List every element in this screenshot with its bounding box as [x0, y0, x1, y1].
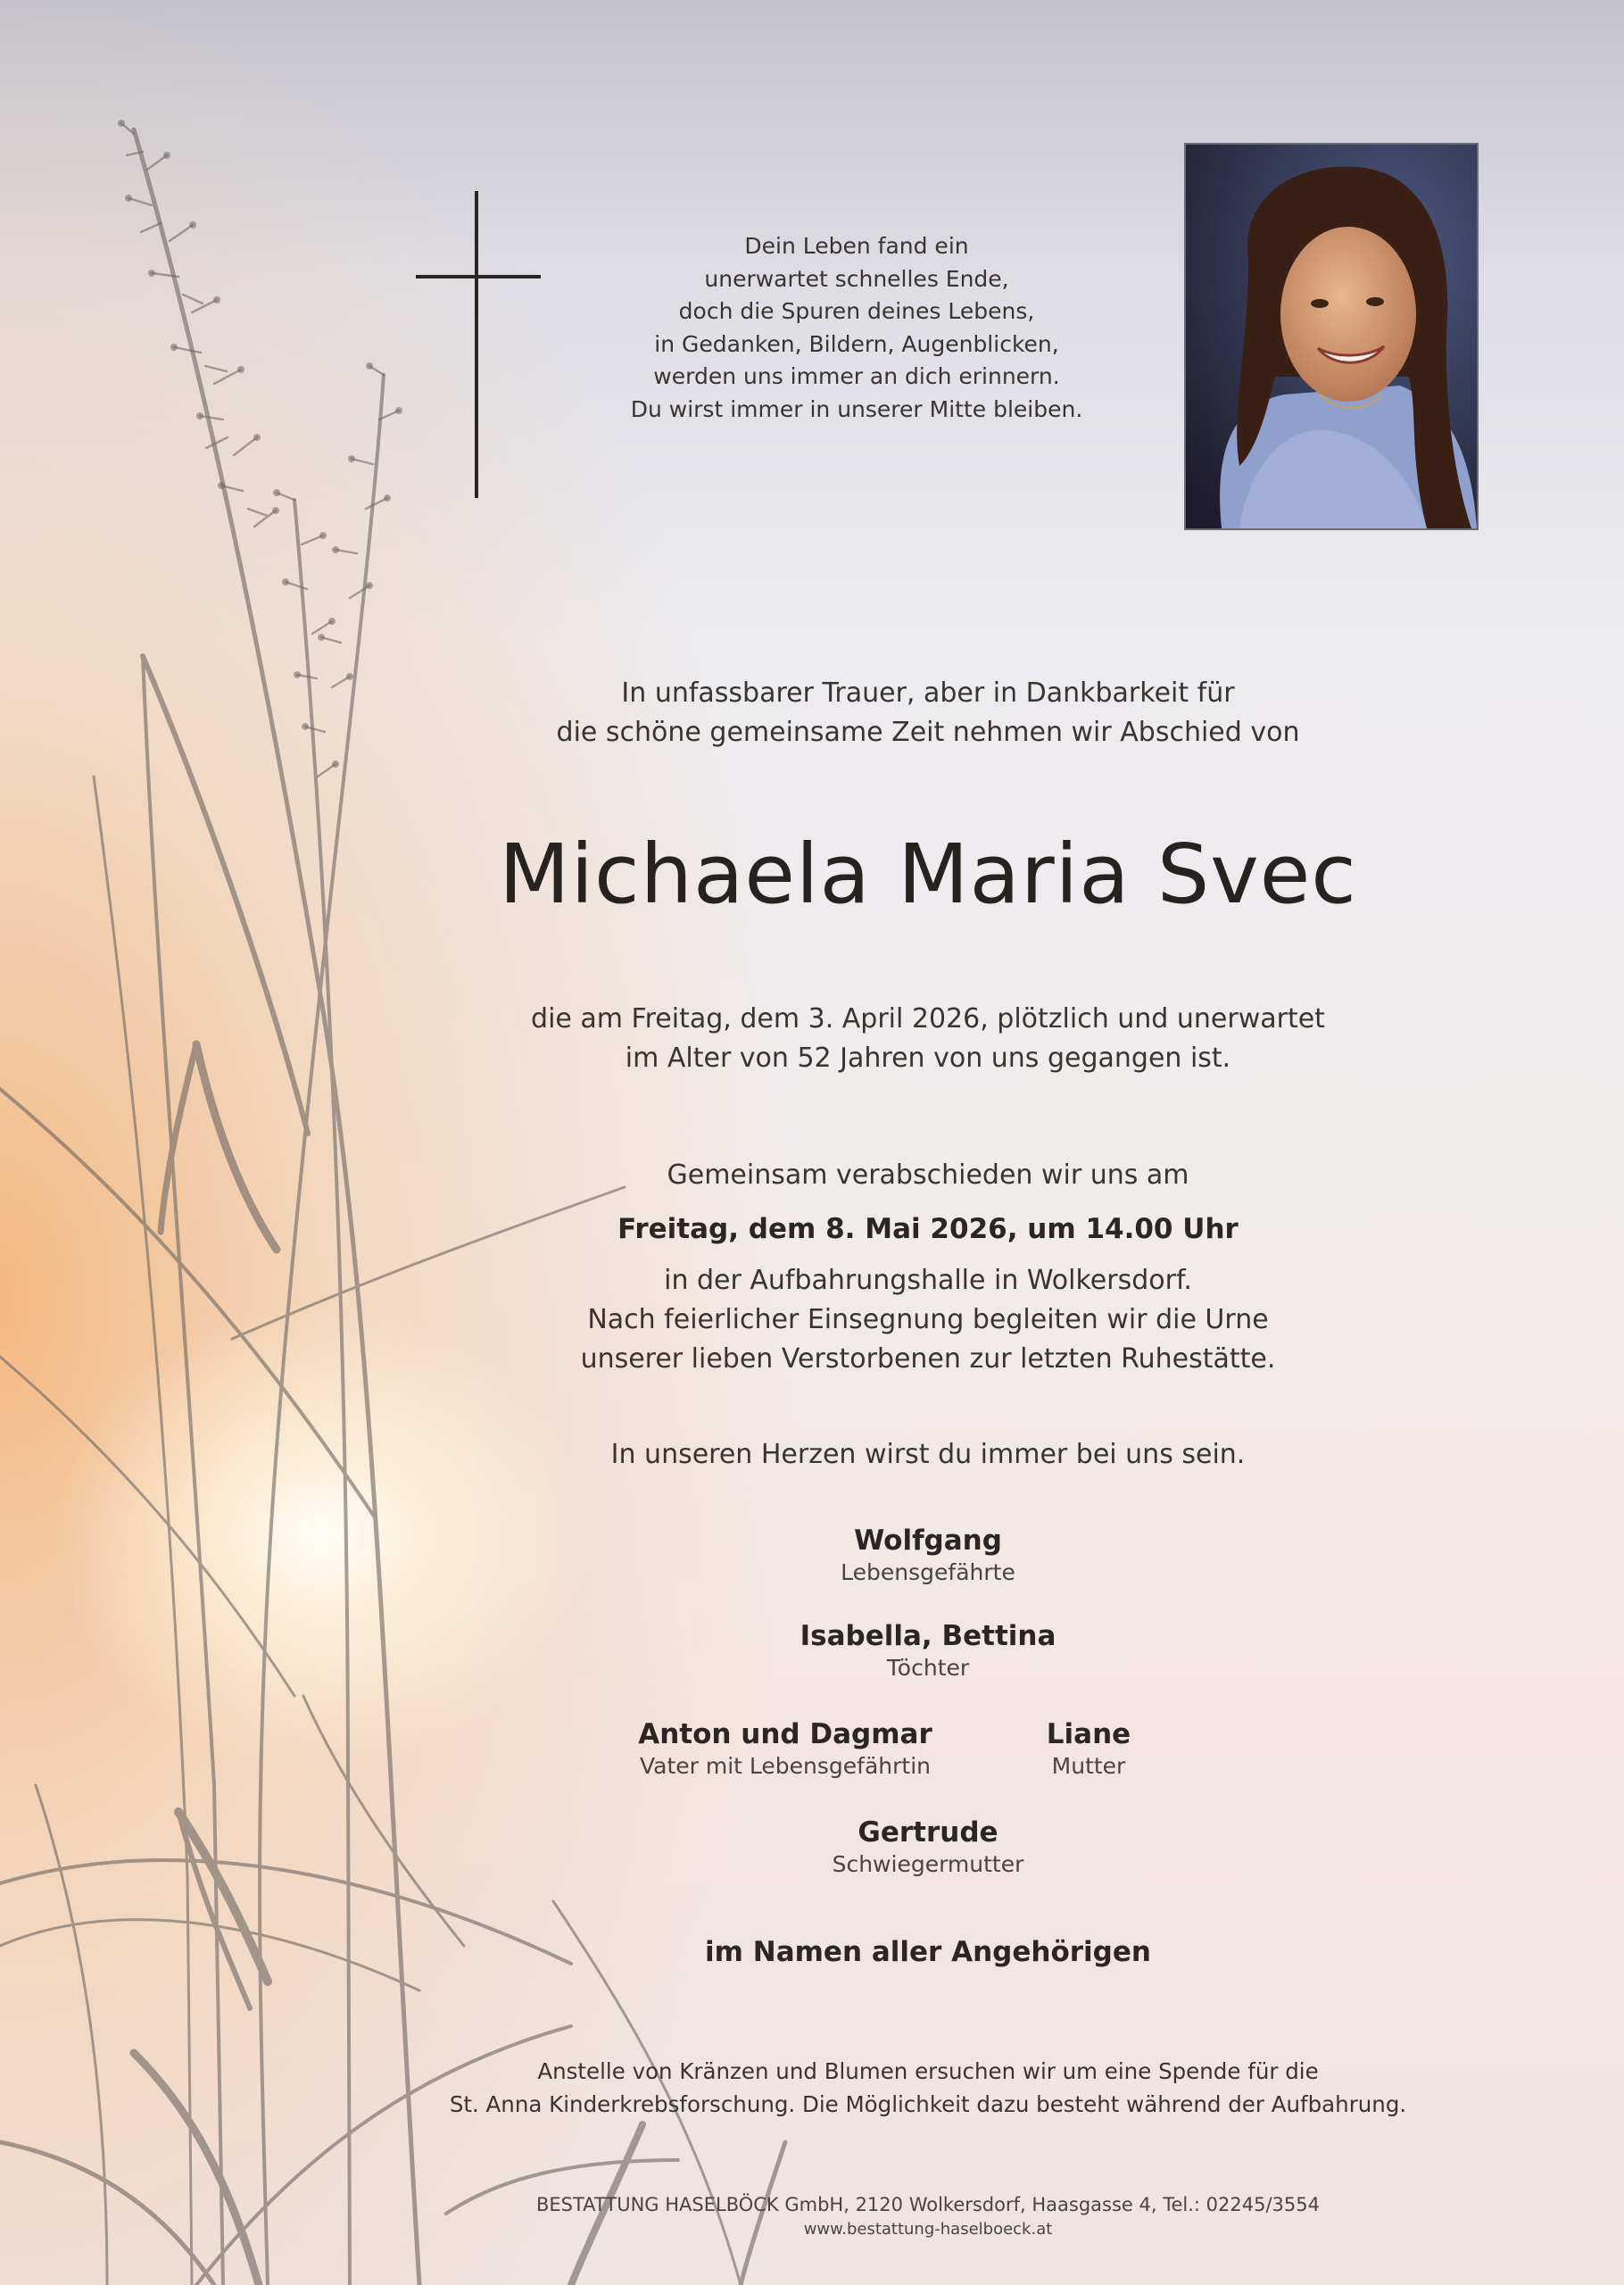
website-link[interactable]: www.bestattung-haselboeck.at	[803, 2220, 1053, 2239]
death-notice	[500, 1000, 1356, 1078]
funeral-home-info: BESTATTUNG HASELBÖCK GmbH, 2120 Wolkersdorf, Haasgasse 4, Tel.: 02245/3554	[535, 2194, 1320, 2215]
poem-line: Du wirst immer in unserer Mitte bleiben.	[630, 395, 1083, 422]
poem-line: unerwartet schnelles Ende,	[704, 265, 1009, 292]
relative-name: Anton und Dagmar	[638, 1718, 932, 1750]
relative-entry	[678, 1816, 1178, 1880]
intro-line: die schöne gemeinsame Zeit nehmen wir Abschied von	[556, 717, 1300, 748]
relative-role: Vater mit Lebensgefährtin	[639, 1753, 931, 1779]
farewell-intro: Gemeinsam verabschieden wir uns am	[667, 1159, 1189, 1191]
relative-entry	[678, 1619, 1178, 1683]
latin-cross-icon	[412, 191, 546, 498]
donation-note	[393, 2055, 1463, 2121]
ceremony-place	[500, 1261, 1356, 1379]
on-behalf-line: im Namen aller Angehörigen	[705, 1936, 1151, 1968]
death-notice-line: im Alter von 52 Jahren von uns gegangen ist.	[625, 1043, 1231, 1074]
donation-line: St. Anna Kinderkrebsforschung. Die Möglichkeit dazu besteht während der Aufbahrung.	[449, 2091, 1407, 2117]
ceremony-line: unserer lieben Verstorbenen zur letzten Ruhestätte.	[580, 1343, 1276, 1375]
relative-role: Lebensgefährte	[841, 1559, 1015, 1585]
heart-line: In unseren Herzen wirst du immer bei uns sein.	[610, 1439, 1246, 1470]
relative-name: Gertrude	[858, 1816, 998, 1849]
donation-line: Anstelle von Kränzen und Blumen ersuchen wir um eine Spende für die	[537, 2058, 1319, 2084]
intro-line: In unfassbarer Trauer, aber in Dankbarkeit für	[621, 677, 1235, 709]
relative-role: Schwiegermutter	[832, 1851, 1024, 1877]
ceremony-line: Nach feierlicher Einsegnung begleiten wir die Urne	[587, 1304, 1269, 1335]
relative-entry	[571, 1717, 999, 1782]
intro-text	[500, 674, 1356, 752]
relative-entry	[999, 1717, 1178, 1782]
relative-name: Liane	[1046, 1718, 1131, 1750]
poem-line: werden uns immer an dich erinnern.	[653, 363, 1060, 389]
footer	[393, 2191, 1463, 2241]
deceased-name: Michaela Maria Svec	[499, 827, 1357, 922]
poem-line: Dein Leben fand ein	[744, 233, 969, 259]
poem-line: in Gedanken, Bildern, Augenblicken,	[654, 330, 1059, 357]
relative-name: Wolfgang	[854, 1525, 1002, 1557]
relative-entry	[678, 1524, 1178, 1588]
relative-role: Töchter	[886, 1655, 970, 1681]
memorial-poem	[607, 230, 1106, 426]
relative-role: Mutter	[1051, 1753, 1126, 1779]
portrait-photo	[1184, 143, 1479, 530]
ceremony-line: in der Aufbahrungshalle in Wolkersdorf.	[664, 1265, 1192, 1296]
ceremony-date: Freitag, dem 8. Mai 2026, um 14.00 Uhr	[617, 1213, 1239, 1245]
death-notice-line: die am Freitag, dem 3. April 2026, plötzlich und unerwartet	[531, 1003, 1325, 1034]
relative-name: Isabella, Bettina	[800, 1620, 1056, 1652]
poem-line: doch die Spuren deines Lebens,	[678, 298, 1035, 324]
